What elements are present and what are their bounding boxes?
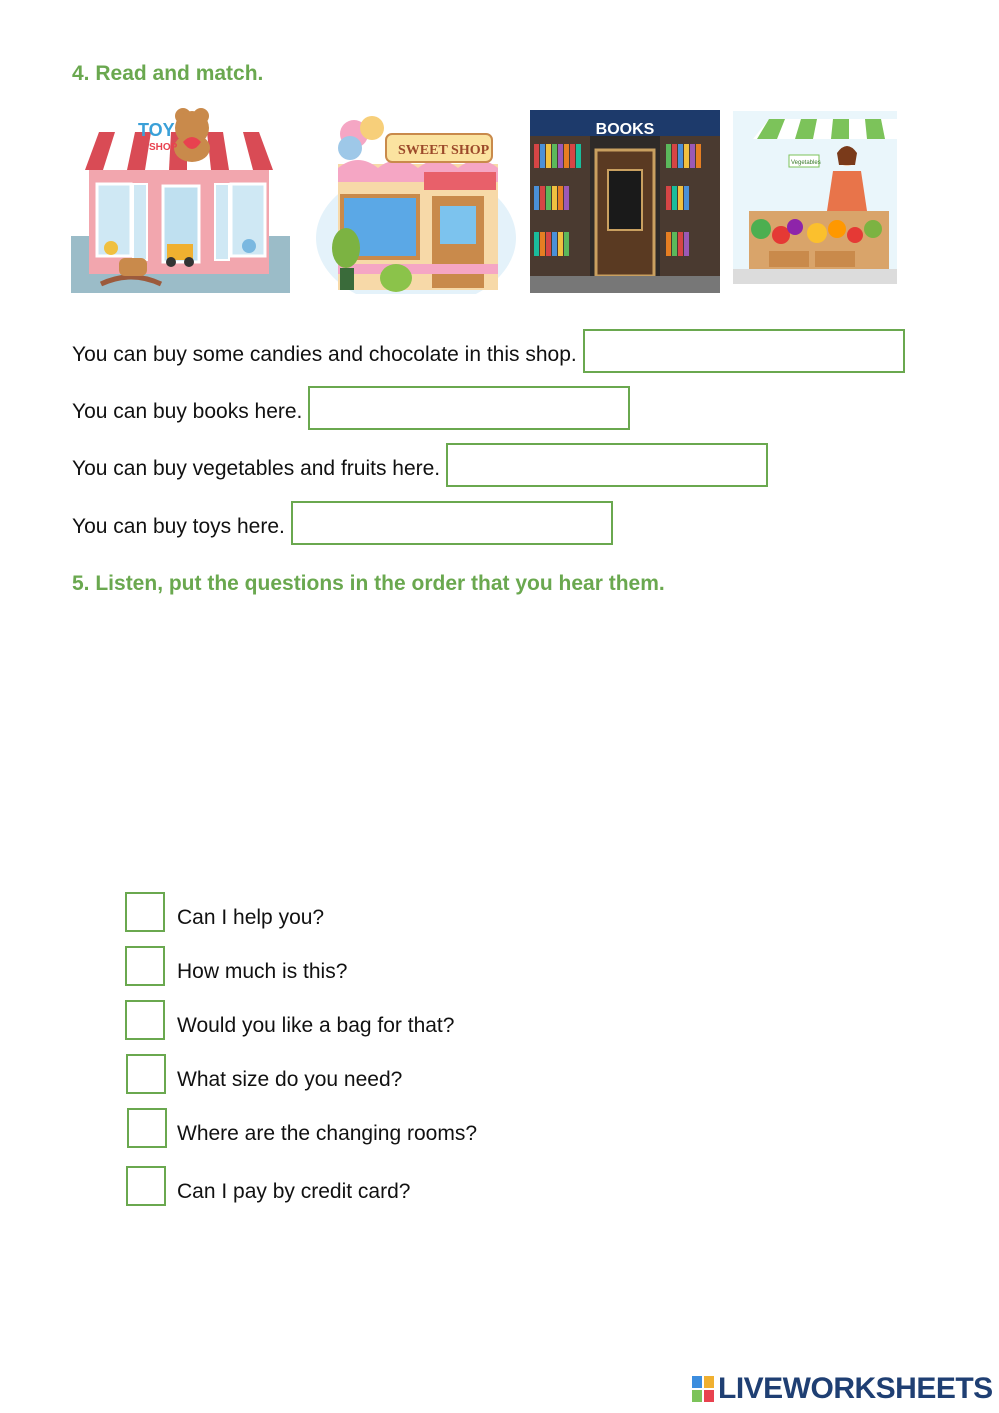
match-row-books [72,379,630,427]
greengrocer-image [733,111,897,284]
order-box-2[interactable] [125,946,165,986]
toy-shop-sign-line1: TOY [138,120,175,140]
match-row-sweets [72,322,905,370]
question-text: Where are the changing rooms? [177,1122,477,1145]
greengrocer-sign: Vegetables [791,160,821,166]
question-row [126,1054,402,1094]
question-text: Would you like a bag for that? [177,1014,455,1037]
order-box-5[interactable] [127,1108,167,1148]
match-sentence: You can buy toys here. [72,515,285,538]
order-box-6[interactable] [126,1166,166,1206]
book-shop-sign: BOOKS [595,121,655,138]
match-row-toys [72,494,613,542]
match-sentence: You can buy books here. [72,400,303,423]
answer-box-vegetables[interactable] [446,443,768,487]
sweet-shop-image [316,108,516,294]
order-box-1[interactable] [125,892,165,932]
logo-text: LIVEWORKSHEETS [718,1372,993,1405]
question-row [125,892,324,932]
question-text: Can I help you? [177,906,325,929]
section-5-title: 5. Listen, put the questions in the order that you hear them. [72,572,665,595]
toy-shop-sign-line2: SHOP [149,142,178,153]
book-shop-image [530,110,720,293]
question-text: How much is this? [177,960,348,983]
question-row [125,1000,454,1040]
logo-mark-icon [692,1376,714,1402]
liveworksheets-logo [692,1372,993,1406]
order-box-4[interactable] [126,1054,166,1094]
order-box-3[interactable] [125,1000,165,1040]
match-sentence: You can buy some candies and chocolate in this shop. [72,343,577,366]
question-row [127,1108,477,1148]
question-row [125,946,347,986]
answer-box-sweets[interactable] [583,329,905,373]
section-4-title: 4. Read and match. [72,62,264,85]
toy-shop-image [71,98,290,293]
match-row-vegetables [72,436,768,484]
match-sentence: You can buy vegetables and fruits here. [72,457,441,480]
sweet-shop-sign: SWEET SHOP [398,143,490,158]
question-text: Can I pay by credit card? [177,1180,411,1203]
answer-box-toys[interactable] [291,501,613,545]
question-row [126,1166,410,1206]
question-text: What size do you need? [177,1068,403,1091]
answer-box-books[interactable] [308,386,630,430]
